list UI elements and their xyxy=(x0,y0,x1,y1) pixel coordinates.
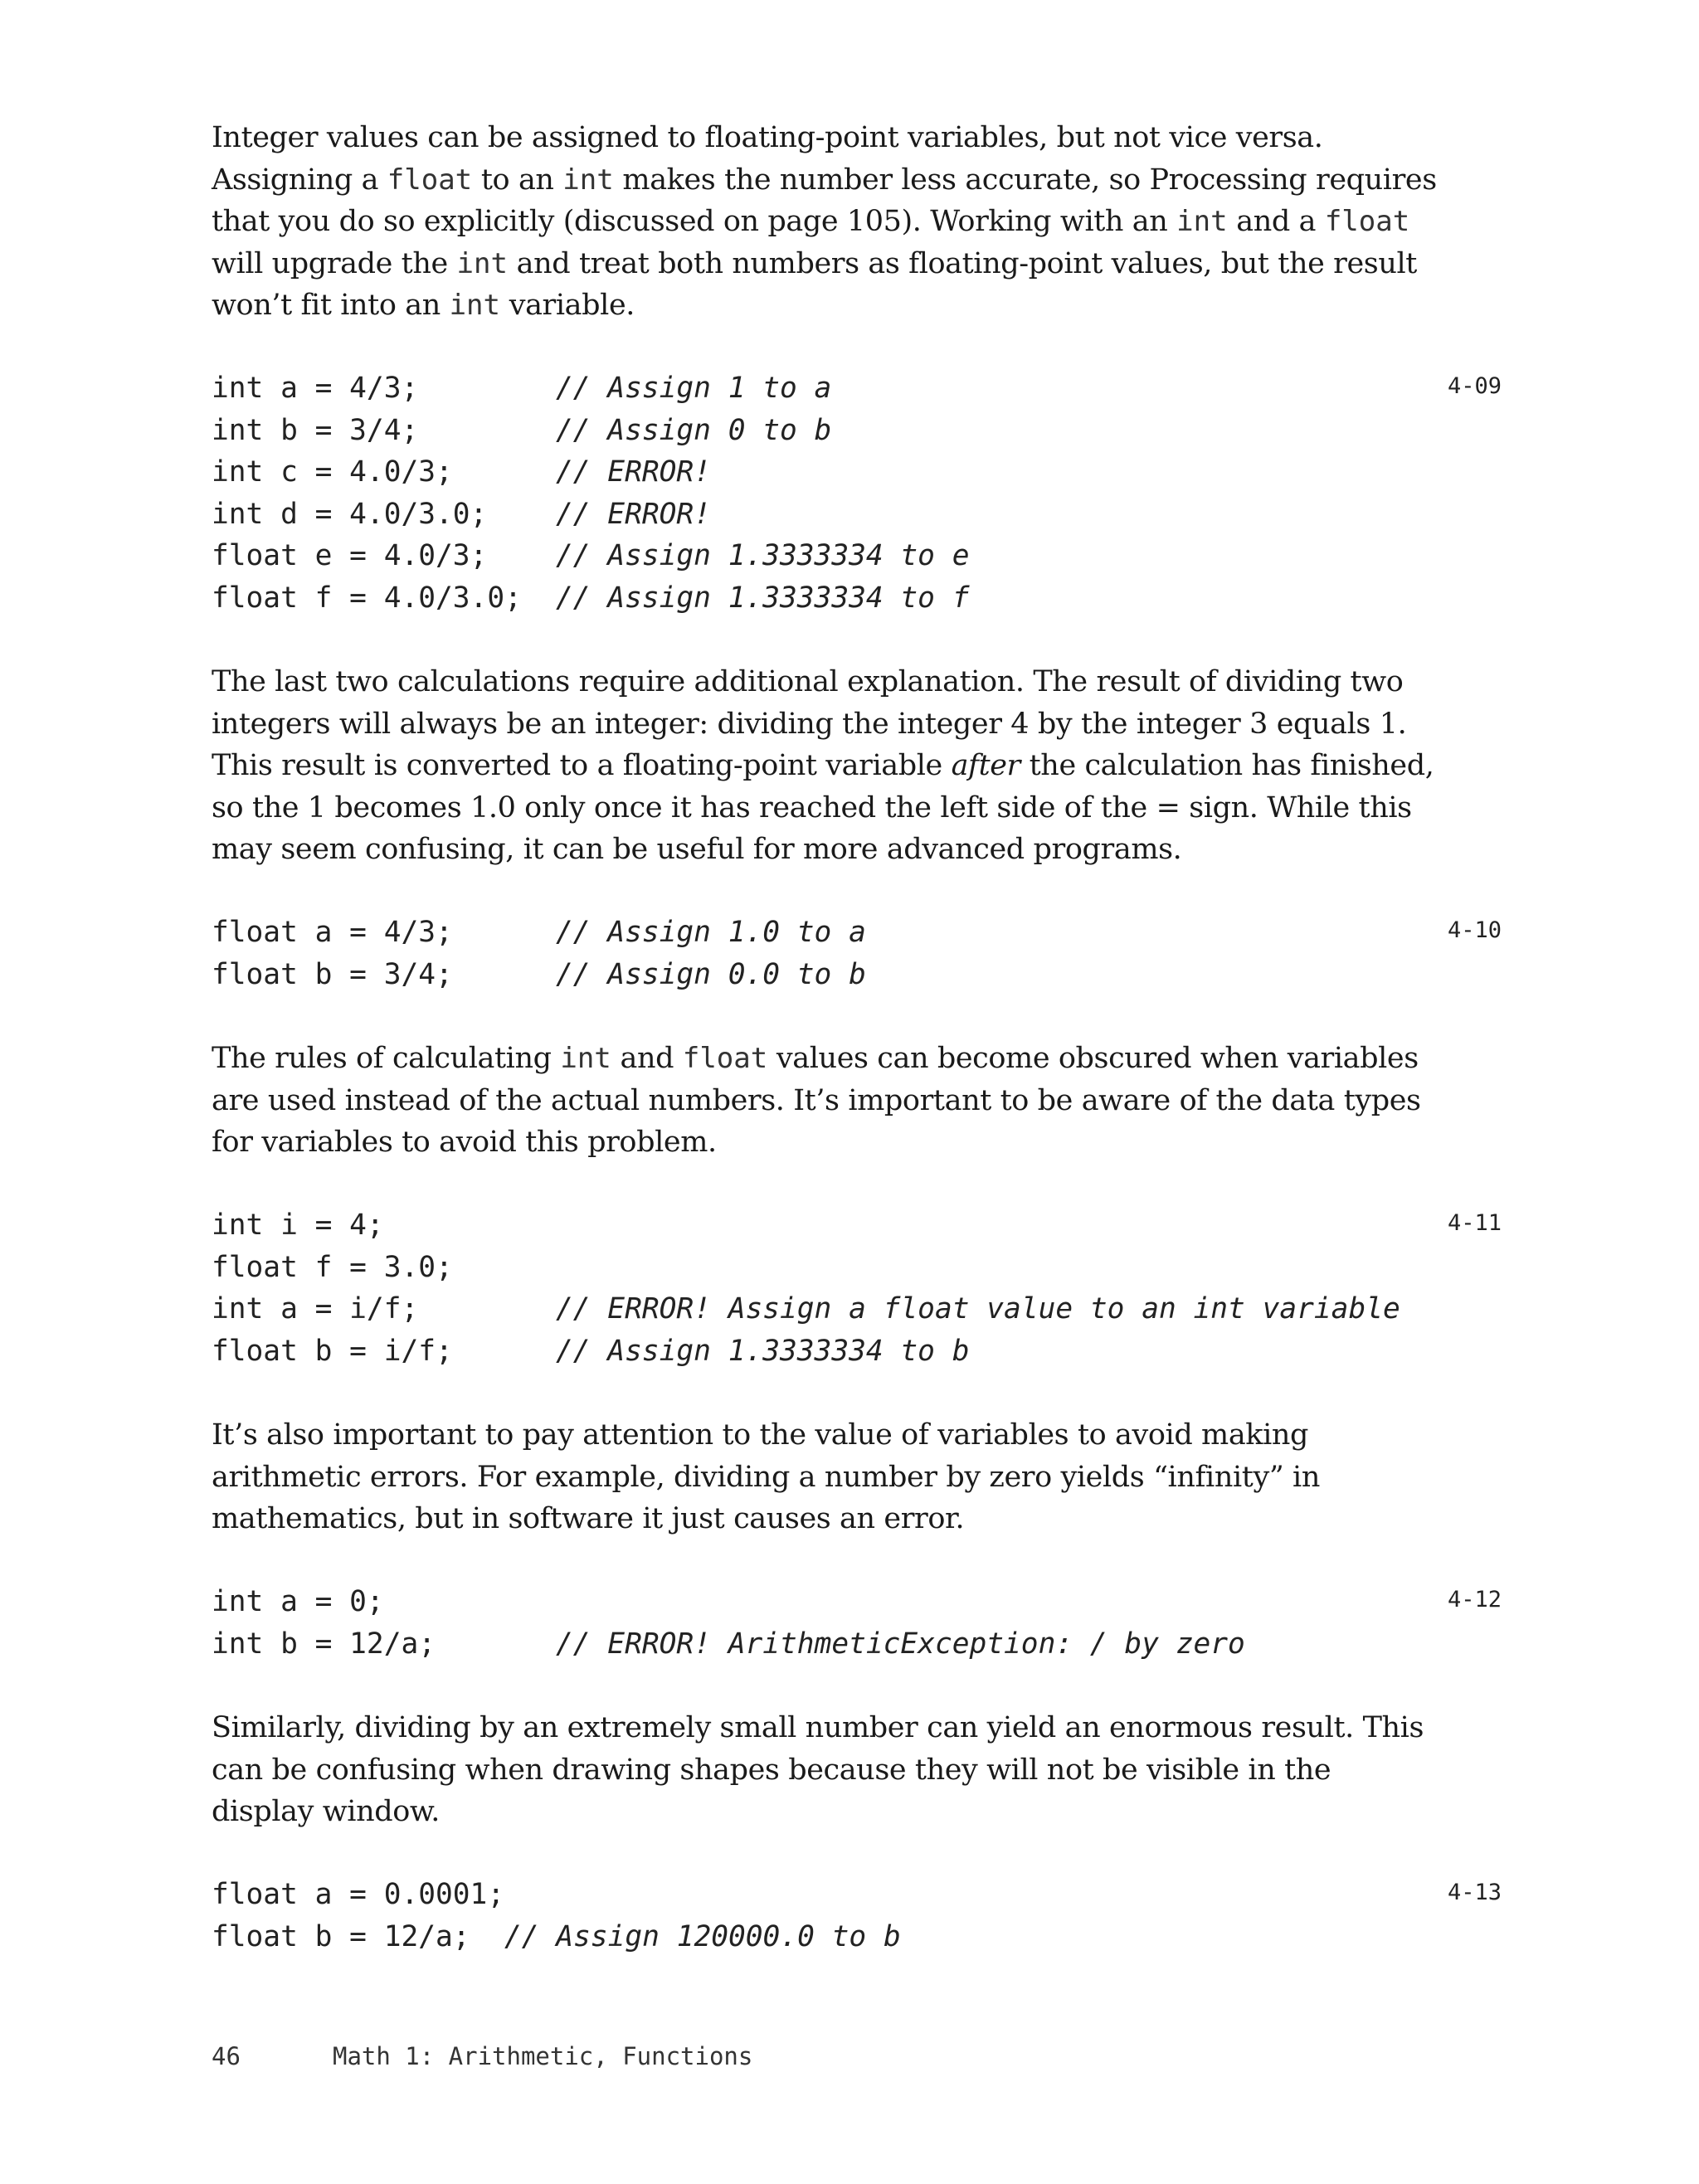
inline-code: int xyxy=(456,246,508,280)
code-line xyxy=(212,1204,1400,1247)
example-number: 4-11 xyxy=(1448,1210,1502,1236)
code-statement: float f = 3.0; xyxy=(212,1250,453,1284)
code-line xyxy=(212,451,970,494)
code-comment: // Assign 0.0 to b xyxy=(556,957,866,991)
code-statement: int d = 4.0/3.0; xyxy=(212,497,488,531)
code-line xyxy=(212,1581,1245,1623)
running-footer-chapter: Math 1: Arithmetic, Functions xyxy=(333,2042,753,2070)
code-line xyxy=(212,577,970,620)
code-example-4-12 xyxy=(212,1581,1245,1665)
code-comment: // Assign 1 to a xyxy=(556,372,832,405)
text-run: The last two calculations require additional explanation. The result of dividing two integers will always be an integer: dividing the integer 4 by the integer 3 equals 1. This result is converted to a floating-point variable xyxy=(212,665,1407,782)
code-example-4-13 xyxy=(212,1874,901,1958)
inline-code: int xyxy=(562,163,614,197)
example-number: 4-10 xyxy=(1448,917,1502,943)
inline-code: int xyxy=(560,1042,611,1075)
page-number: 46 xyxy=(212,2042,241,2070)
code-line xyxy=(212,1247,1400,1289)
example-number: 4-12 xyxy=(1448,1587,1502,1612)
code-statement: int b = 12/a; xyxy=(212,1627,436,1661)
code-line xyxy=(212,1288,1400,1330)
code-line xyxy=(212,1874,901,1916)
code-comment: // Assign 1.3333334 to b xyxy=(556,1334,970,1368)
emphasis-text: after xyxy=(951,749,1020,782)
example-number: 4-09 xyxy=(1448,373,1502,399)
code-line xyxy=(212,1916,901,1958)
code-statement: float e = 4.0/3; xyxy=(212,539,488,572)
code-statement: float b = i/f; xyxy=(212,1334,453,1368)
code-statement: float a = 0.0001; xyxy=(212,1878,505,1911)
paragraph-small-number xyxy=(212,1707,1439,1833)
inline-code: int xyxy=(449,289,500,322)
text-run: the calculation has finished, so the 1 becomes 1.0 only once it has reached the left side of the = sign. While this may seem confusing, it can be useful for more advanced programs. xyxy=(212,749,1434,866)
code-line xyxy=(212,535,970,577)
code-comment: // Assign 1.3333334 to f xyxy=(556,581,970,615)
text-run: variable. xyxy=(499,289,635,322)
text-run: and a xyxy=(1227,205,1325,238)
text-run: will upgrade the xyxy=(212,246,457,280)
code-comment: // Assign 1.0 to a xyxy=(556,916,866,949)
text-run: The rules of calculating xyxy=(212,1042,561,1075)
text-run: values can become obscured when variables are used instead of the actual numbers. It’s important to be aware of the data types for variables to avoid this problem. xyxy=(212,1042,1421,1159)
code-line xyxy=(212,410,970,452)
paragraph-data-types xyxy=(212,1038,1439,1164)
code-comment: // ERROR! ArithmeticException: / by zero xyxy=(556,1627,1245,1661)
code-statement: int b = 3/4; xyxy=(212,413,419,447)
inline-code: float xyxy=(682,1042,768,1075)
code-statement: int a = 0; xyxy=(212,1585,384,1618)
inline-code: float xyxy=(387,163,473,197)
code-example-4-09 xyxy=(212,367,970,619)
code-line xyxy=(212,954,866,996)
code-comment: // Assign 120000.0 to b xyxy=(504,1919,901,1953)
code-line xyxy=(212,1330,1400,1373)
text-run: Integer values can be assigned to floating-point variables, but not vice versa. Assigning a xyxy=(212,121,1323,197)
paragraph-divide-by-zero xyxy=(212,1414,1439,1540)
code-comment: // Assign 1.3333334 to e xyxy=(556,539,970,572)
code-statement: float f = 4.0/3.0; xyxy=(212,581,522,615)
code-line xyxy=(212,1623,1245,1666)
example-number: 4-13 xyxy=(1448,1880,1502,1905)
code-comment: // ERROR! Assign a float value to an int variable xyxy=(556,1292,1400,1325)
code-statement: int a = i/f; xyxy=(212,1292,419,1325)
text-run: and treat both numbers as floating-point values, but the result won’t fit into an xyxy=(212,246,1417,322)
code-comment: // ERROR! xyxy=(556,497,711,531)
code-comment: // Assign 0 to b xyxy=(556,413,832,447)
paragraph-integer-float-assignment xyxy=(212,117,1439,327)
inline-code: float xyxy=(1324,205,1410,238)
code-comment: // ERROR! xyxy=(556,455,711,489)
code-line xyxy=(212,367,970,410)
text-run: to an xyxy=(472,163,563,197)
code-statement: float a = 4/3; xyxy=(212,916,453,949)
code-statement: float b = 12/a; xyxy=(212,1919,470,1953)
text-run: and xyxy=(611,1042,683,1075)
code-example-4-11 xyxy=(212,1204,1400,1372)
code-statement: int i = 4; xyxy=(212,1209,384,1242)
paragraph-integer-division xyxy=(212,661,1439,871)
code-statement: int c = 4.0/3; xyxy=(212,455,453,489)
code-statement: int a = 4/3; xyxy=(212,372,419,405)
inline-code: int xyxy=(1176,205,1228,238)
code-line xyxy=(212,494,970,536)
text-run: makes the number less accurate, so Processing requires that you do so explicitly (discussed on page 105). Working with an xyxy=(212,163,1437,238)
code-line xyxy=(212,912,866,954)
code-statement: float b = 3/4; xyxy=(212,957,453,991)
text-run: It’s also important to pay attention to the value of variables to avoid making arithmetic errors. For example, dividing a number by zero yields “infinity” in mathematics, but in software it just causes an error. xyxy=(212,1418,1320,1535)
code-example-4-10 xyxy=(212,912,866,995)
text-run: Similarly, dividing by an extremely small number can yield an enormous result. This can be confusing when drawing shapes because they will not be visible in the display window. xyxy=(212,1711,1424,1828)
